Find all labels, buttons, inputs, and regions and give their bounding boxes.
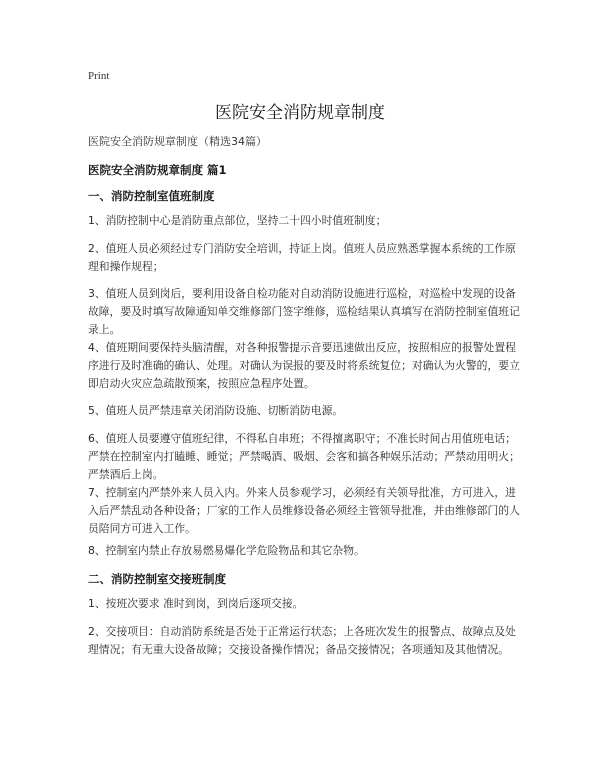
paragraph: 6、值班人员要遵守值班纪律，不得私自串班；不得擅离职守；不准长时间占用值班电话；严禁在控制室内打瞌睡、睡觉；严禁喝酒、吸烟、会客和搞各种娱乐活动；严禁动用明火；严禁酒后上岗。 (88, 432, 520, 481)
section-heading: 二、消防控制室交接班制度 (88, 572, 226, 586)
article-heading: 医院安全消防规章制度 篇1 (88, 163, 227, 177)
subtitle: 医院安全消防规章制度（精选34篇） (88, 135, 267, 148)
paragraph: 1、消防控制中心是消防重点部位，坚持二十四小时值班制度； (88, 214, 387, 227)
paragraph: 5、值班人员严禁违章关闭消防设施、切断消防电源。 (88, 404, 344, 417)
paragraph: 2、交接项目：自动消防系统是否处于正常运行状态；上各班次发生的报警点、故障点及处理情况；有无重大设备故障；交接设备操作情况；备品交接情况；各项通知及其他情况。 (88, 625, 516, 656)
page-title: 医院安全消防规章制度 (215, 103, 385, 123)
paragraph: 4、值班期间要保持头脑清醒，对各种报警提示音要迅速做出反应，按照相应的报警处置程序进行及时准确的确认、处理。对确认为误报的要及时将系统复位；对确认为火警的，要立即启动火灾应急疏散预案，按照应急程序处置。 (88, 341, 520, 390)
paragraph: 2、值班人员必须经过专门消防安全培训，持证上岗。值班人员应熟悉掌握本系统的工作原理和操作规程； (88, 242, 516, 273)
section-heading: 一、消防控制室值班制度 (88, 189, 215, 203)
paragraph: 1、按班次要求 准时到岗，到岗后逐项交接。 (88, 597, 304, 610)
paragraph: 8、控制室内禁止存放易燃易爆化学危险物品和其它杂物。 (88, 544, 365, 557)
print-link[interactable]: Print (88, 70, 110, 82)
paragraph: 3、值班人员到岗后，要利用设备自检功能对自动消防设施进行巡检，对巡检中发现的设备故障，要及时填写故障通知单交维修部门签字维修，巡检结果认真填写在消防控制室值班记录上。 (88, 287, 520, 336)
paragraph: 7、控制室内严禁外来人员入内。外来人员参观学习，必须经有关领导批准，方可进入，进入后严禁乱动各种设备；厂家的工作人员维修设备必须经主管领导批准，并由维修部门的人员陪同方可进入工作。 (88, 486, 520, 535)
